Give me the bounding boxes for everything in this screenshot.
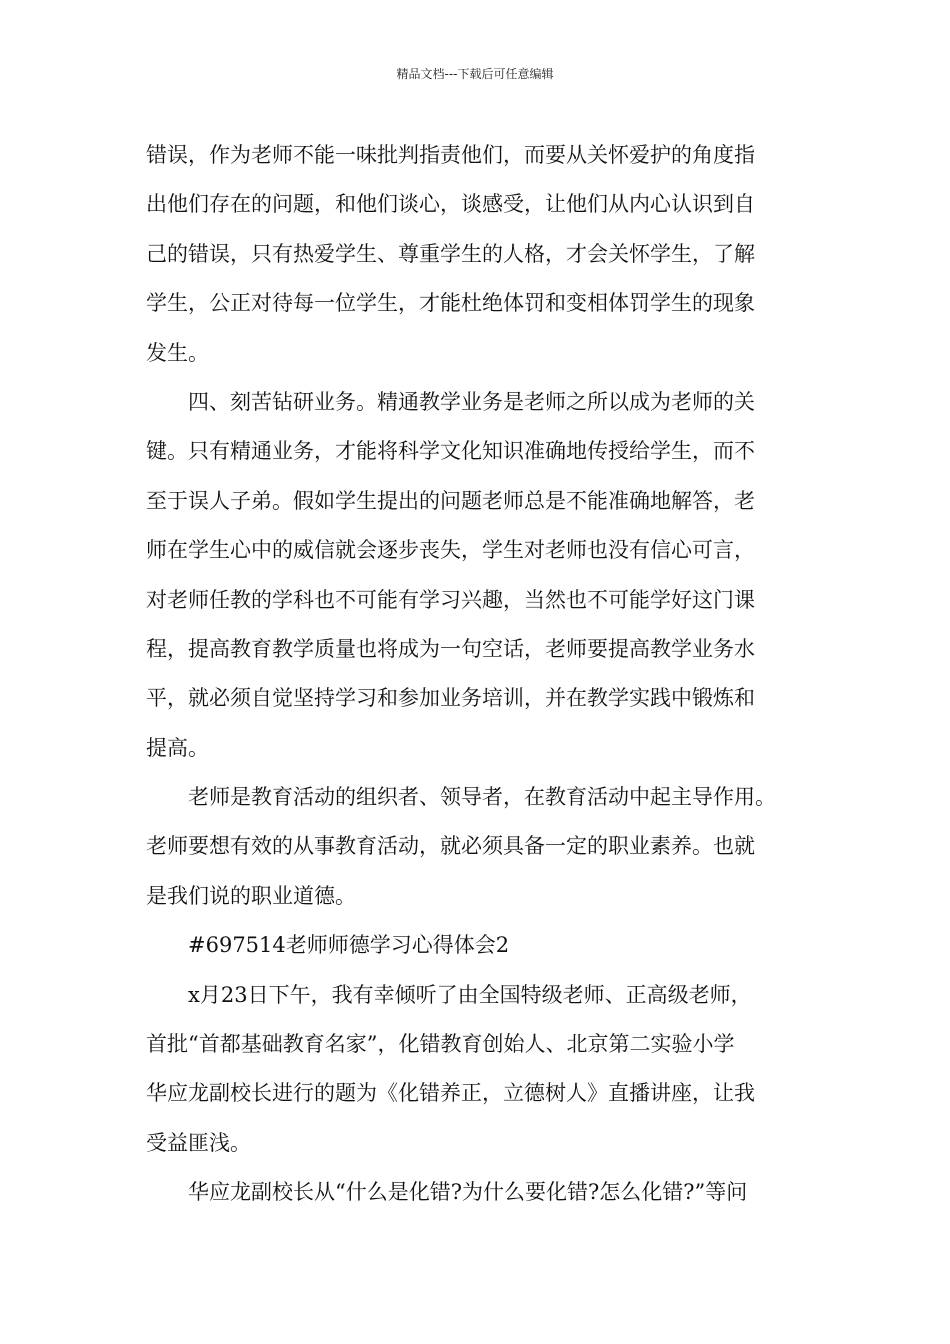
paragraph-start-line: 华应龙副校长从“什么是化错?为什么要化错?怎么化错?”等问 <box>188 1180 748 1205</box>
text-line: 师在学生心中的威信就会逐步丧失，学生对老师也没有信心可言， <box>146 538 755 563</box>
paragraph-start-line: x月23日下午，我有幸倾听了由全国特级老师、正高级老师， <box>188 982 752 1007</box>
text-line: 受益匪浅。 <box>146 1130 251 1155</box>
text-line: 学生，公正对待每一位学生，才能杜绝体罚和变相体罚学生的现象 <box>146 291 755 316</box>
text-line: 华应龙副校长进行的题为《化错养正，立德树人》直播讲座，让我 <box>146 1081 755 1106</box>
text-line: 至于误人子弟。假如学生提出的问题老师总是不能准确地解答，老 <box>146 488 755 513</box>
text-line: 程，提高教育教学质量也将成为一句空话，老师要提高教学业务水 <box>146 636 755 661</box>
text-line: 发生。 <box>146 340 209 365</box>
text-line: 己的错误，只有热爱学生、尊重学生的人格，才会关怀学生，了解 <box>146 241 755 266</box>
document-body <box>146 131 826 1218</box>
page-header: 精品文档---下载后可任意编辑 <box>396 67 554 81</box>
text-line: 错误，作为老师不能一味批判指责他们，而要从关怀爱护的角度指 <box>146 143 755 167</box>
text-line: 首批“首都基础教育名家”，化错教育创始人、北京第二实验小学 <box>146 1032 735 1057</box>
text-line: 是我们说的职业道德。 <box>146 883 356 908</box>
paragraph-start-line: 老师是教育活动的组织者、领导者，在教育活动中起主导作用。 <box>188 785 776 810</box>
text-line: 出他们存在的问题，和他们谈心，谈感受，让他们从内心认识到自 <box>146 192 755 217</box>
text-line: 键。只有精通业务，才能将科学文化知识准确地传授给学生，而不 <box>146 439 755 464</box>
paragraph-start-line: 四、刻苦钻研业务。精通教学业务是老师之所以成为老师的关 <box>188 389 755 414</box>
text-line: 平，就必须自觉坚持学习和参加业务培训，并在教学实践中锻炼和 <box>146 686 755 711</box>
text-line: 老师要想有效的从事教育活动，就必须具备一定的职业素养。也就 <box>146 834 755 859</box>
text-line: 对老师任教的学科也不可能有学习兴趣，当然也不可能学好这门课 <box>146 587 755 612</box>
text-line: 提高。 <box>146 735 209 760</box>
section-heading: #697514老师师德学习心得体会2 <box>188 933 510 958</box>
